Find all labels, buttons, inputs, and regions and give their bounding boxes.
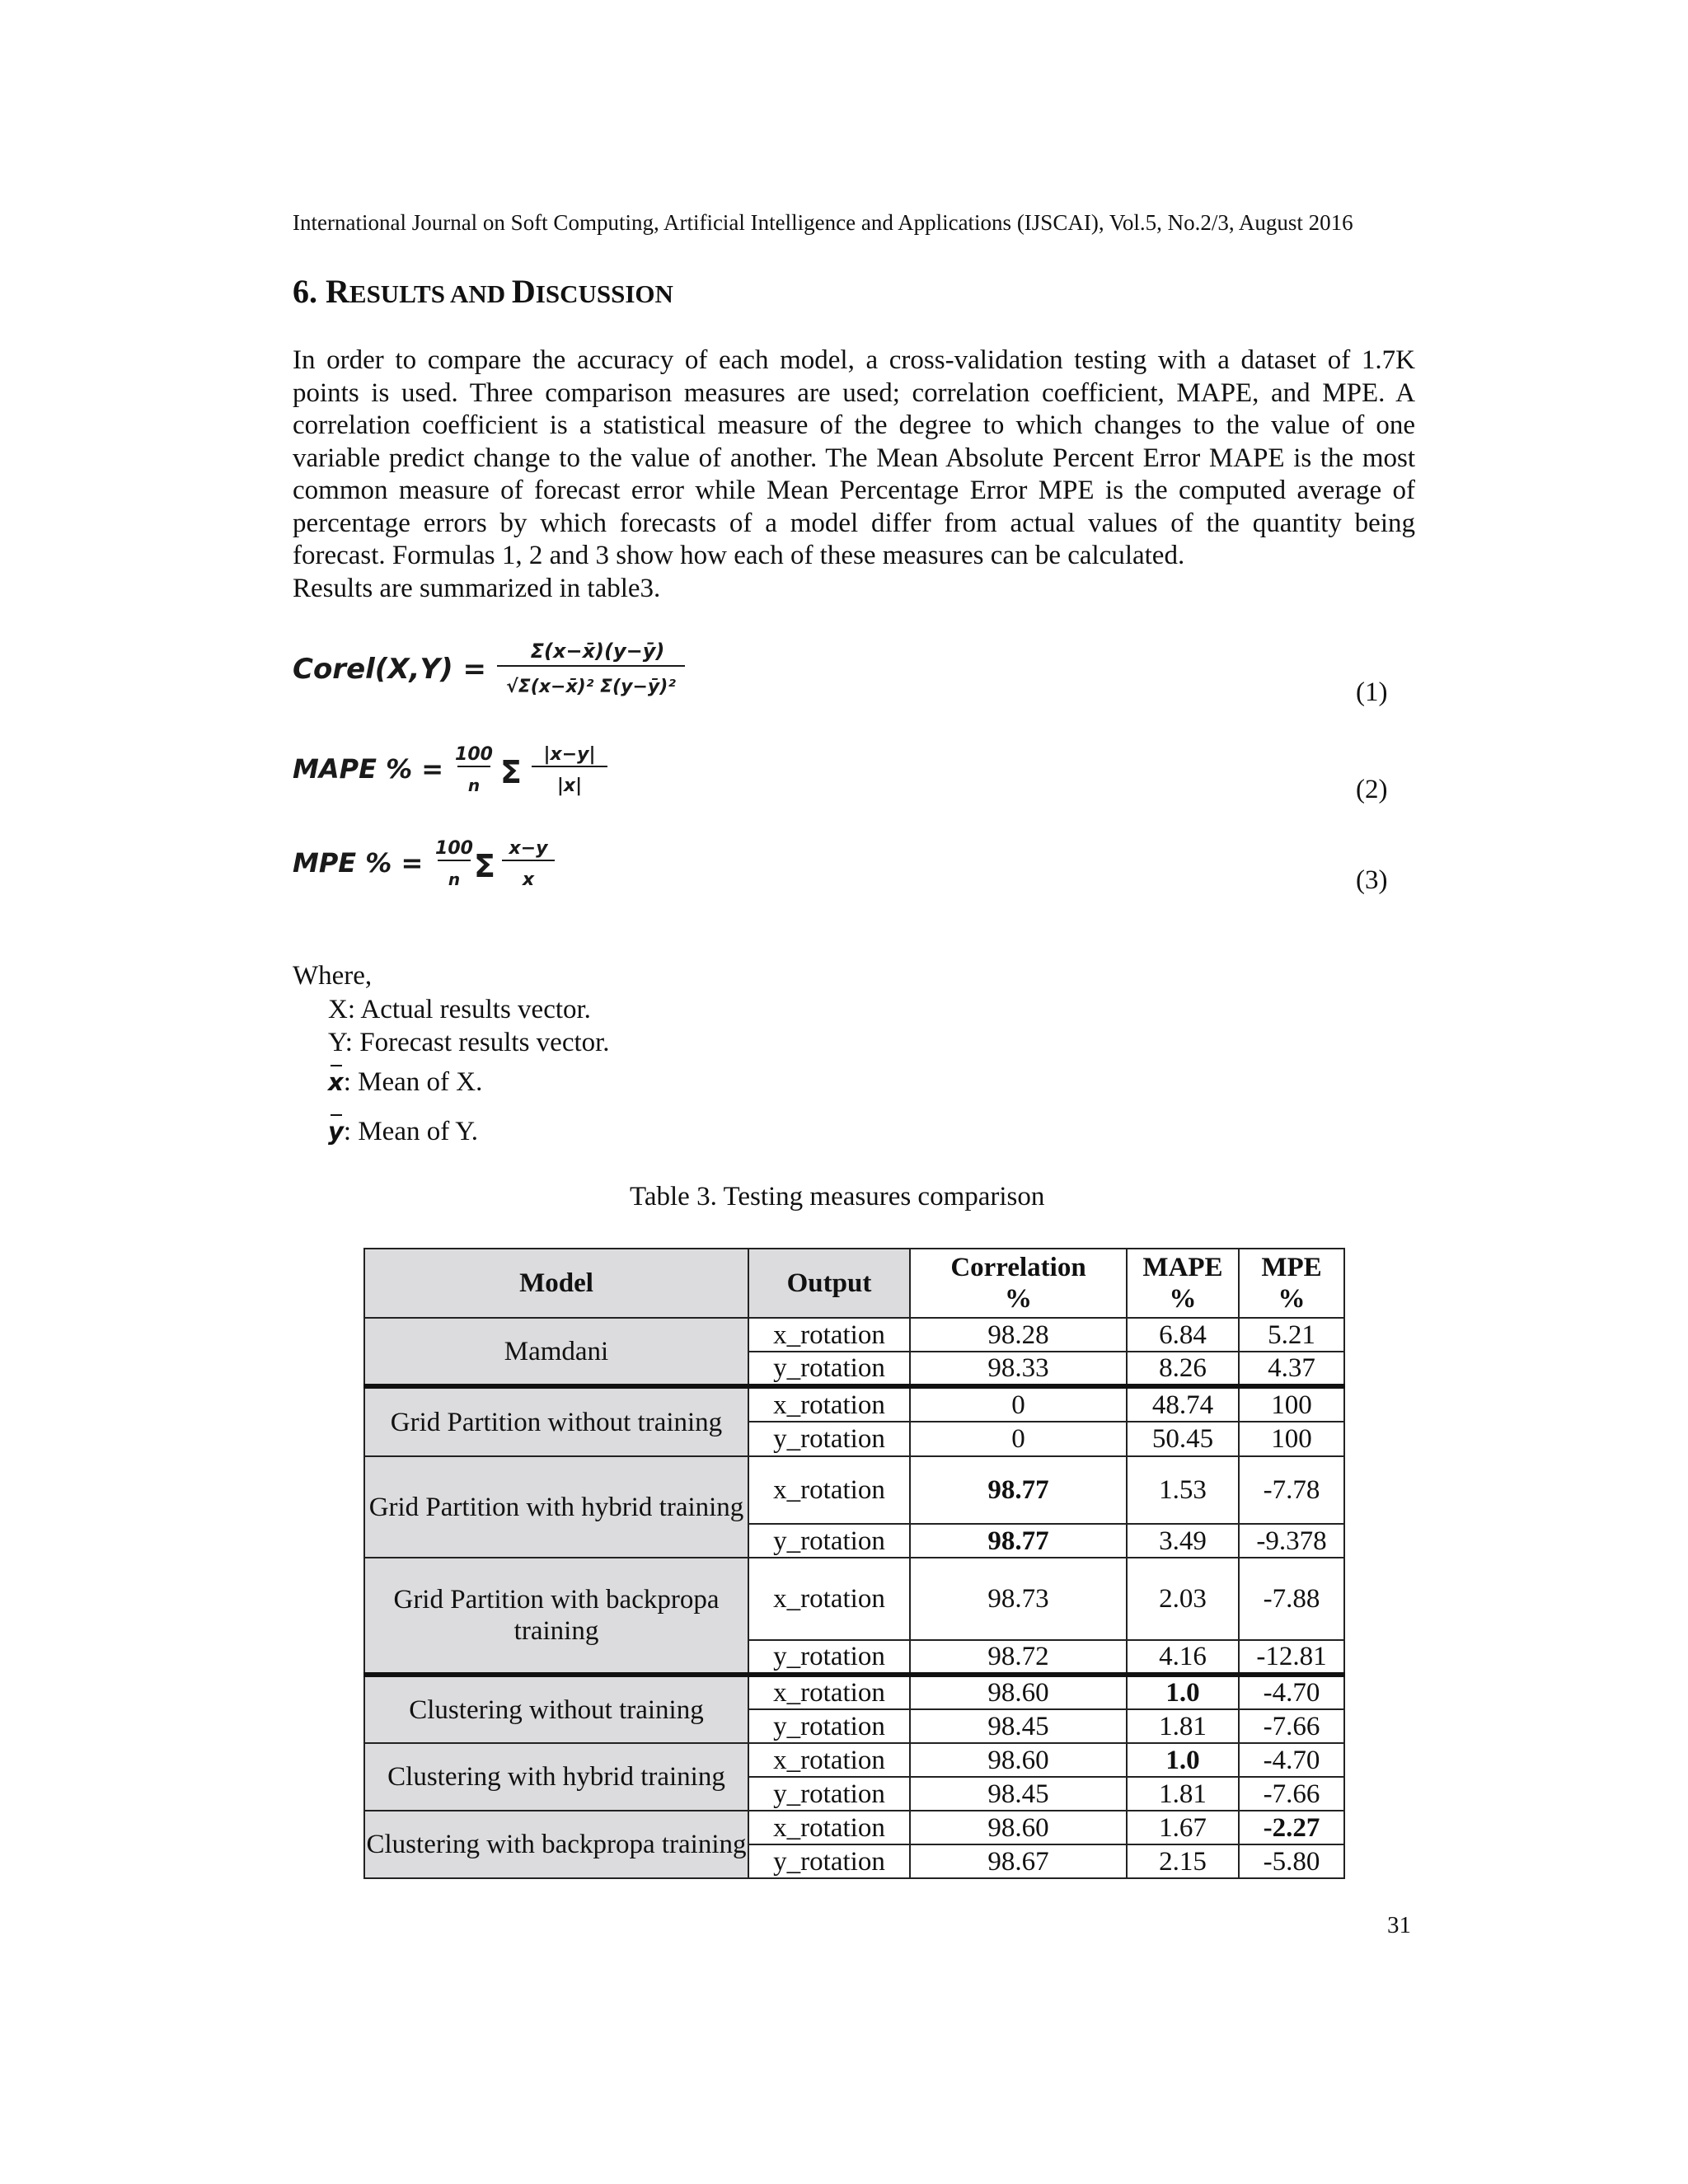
- mape-cell: 2.03: [1127, 1558, 1239, 1640]
- correlation-cell: 98.67: [910, 1844, 1127, 1878]
- table-row: [364, 1318, 1344, 1352]
- output-cell: x_rotation: [748, 1743, 910, 1777]
- model-cell: Clustering with hybrid training: [364, 1743, 748, 1811]
- formula-mape: [293, 740, 622, 799]
- output-cell: y_rotation: [748, 1640, 910, 1675]
- equation-number-2: (2): [1356, 775, 1388, 804]
- section-title-esults: ESULTS AND: [349, 279, 512, 308]
- table-row: [364, 1743, 1344, 1777]
- table-caption: Table 3. Testing measures comparison: [630, 1182, 1045, 1212]
- header-mape-label: MAPE: [1142, 1253, 1223, 1282]
- table-row: [364, 1675, 1344, 1709]
- mpe-cell: -7.88: [1239, 1558, 1344, 1640]
- formula-2-sigma: Σ: [500, 754, 522, 790]
- correlation-cell: 0: [910, 1422, 1127, 1456]
- y-bar-symbol: y: [328, 1116, 344, 1149]
- table-row: [364, 1558, 1344, 1640]
- body-paragraph: [293, 344, 1415, 605]
- model-cell: Clustering without training: [364, 1675, 748, 1743]
- definition-y-text: Y: Forecast results vector.: [328, 1028, 610, 1057]
- correlation-cell: 98.72: [910, 1640, 1127, 1675]
- formula-3-denominator: x: [522, 869, 535, 890]
- header-mpe: [1239, 1249, 1344, 1318]
- formula-2-numerator: |x−y|: [543, 744, 596, 765]
- output-cell: x_rotation: [748, 1558, 910, 1640]
- formula-3-factor-denominator: n: [448, 869, 461, 889]
- definition-x-mean: [328, 1060, 610, 1109]
- section-title-d: D: [511, 273, 536, 310]
- formula-1-numerator: Σ(x−x̄)(y−ȳ): [530, 640, 665, 663]
- model-cell: Clustering with backpropa training: [364, 1811, 748, 1878]
- table-row: [364, 1456, 1344, 1524]
- mape-cell: 1.53: [1127, 1456, 1239, 1524]
- formula-2-lhs: MAPE % =: [293, 753, 444, 785]
- section-number: 6.: [293, 273, 317, 310]
- correlation-cell: 98.45: [910, 1777, 1127, 1811]
- variable-definitions: [328, 994, 610, 1159]
- table-header-row: [364, 1249, 1344, 1318]
- definition-y-mean: [328, 1109, 610, 1159]
- mpe-cell: 5.21: [1239, 1318, 1344, 1352]
- equation-number-3: (3): [1356, 865, 1388, 895]
- correlation-cell: 98.60: [910, 1675, 1127, 1709]
- header-mpe-label: MPE: [1261, 1253, 1322, 1282]
- formula-2-factor-numerator: 100: [455, 744, 493, 765]
- mpe-cell: -12.81: [1239, 1640, 1344, 1675]
- model-cell: Grid Partition with hybrid training: [364, 1456, 748, 1558]
- mpe-cell: -7.66: [1239, 1777, 1344, 1811]
- mape-cell: 4.16: [1127, 1640, 1239, 1675]
- header-model: Model: [364, 1249, 748, 1318]
- x-bar-symbol: x: [328, 1066, 344, 1099]
- running-header: International Journal on Soft Computing, Artificial Intelligence and Applications (IJSCAI), Vol.5, No.2/3, August 2016: [293, 210, 1353, 235]
- paragraph-main: In order to compare the accuracy of each model, a cross-validation testing with a dataset of 1.7K points is used. Three comparison measures are used; correlation coefficient, MAPE, and MPE. A correlation coefficient is a statistical measure of the degree to which changes to the value of one variable predict change to the value of another. The Mean Absolute Percent Error MAPE is the most common measure of forecast error while Mean Percentage Error MPE is the computed average of percentage errors by which forecasts of a model differ from actual values of the quantity being forecast. Formulas 1, 2 and 3 show how each of these measures can be calculated.: [293, 345, 1415, 570]
- output-cell: x_rotation: [748, 1386, 910, 1422]
- model-cell: Grid Partition with backpropa training: [364, 1558, 748, 1675]
- formula-3-lhs: MPE % =: [293, 847, 424, 879]
- mpe-cell: 100: [1239, 1422, 1344, 1456]
- correlation-cell: 98.28: [910, 1318, 1127, 1352]
- formula-correlation: [293, 635, 688, 701]
- correlation-cell: 98.77: [910, 1524, 1127, 1558]
- results-table: [363, 1248, 1345, 1879]
- header-mape: [1127, 1249, 1239, 1318]
- model-cell: Mamdani: [364, 1318, 748, 1386]
- correlation-cell: 0: [910, 1386, 1127, 1422]
- formula-mpe: [293, 834, 573, 893]
- output-cell: x_rotation: [748, 1811, 910, 1844]
- definition-x: [328, 994, 610, 1027]
- output-cell: x_rotation: [748, 1318, 910, 1352]
- mape-cell: 6.84: [1127, 1318, 1239, 1352]
- section-heading: [293, 272, 673, 314]
- mape-cell: 1.81: [1127, 1709, 1239, 1743]
- equation-number-1: (1): [1356, 677, 1388, 707]
- correlation-cell: 98.60: [910, 1811, 1127, 1844]
- output-cell: y_rotation: [748, 1844, 910, 1878]
- model-cell: Grid Partition without training: [364, 1386, 748, 1456]
- mape-cell: 3.49: [1127, 1524, 1239, 1558]
- mape-cell: 8.26: [1127, 1352, 1239, 1386]
- definition-x-mean-text: : Mean of X.: [343, 1067, 483, 1097]
- mpe-cell: -4.70: [1239, 1743, 1344, 1777]
- output-cell: y_rotation: [748, 1777, 910, 1811]
- formula-3-sigma: Σ: [474, 848, 495, 884]
- output-cell: x_rotation: [748, 1675, 910, 1709]
- mpe-cell: -2.27: [1239, 1811, 1344, 1844]
- formula-1-lhs: Corel(X,Y) =: [293, 653, 486, 686]
- mpe-cell: -7.66: [1239, 1709, 1344, 1743]
- section-title-r: R: [326, 273, 349, 310]
- formula-1-denominator: √Σ(x−x̄)² Σ(y−ȳ)²: [506, 677, 676, 697]
- mape-cell: 1.0: [1127, 1743, 1239, 1777]
- table-row: [364, 1386, 1344, 1422]
- mpe-cell: -9.378: [1239, 1524, 1344, 1558]
- mape-cell: 48.74: [1127, 1386, 1239, 1422]
- header-output: Output: [748, 1249, 910, 1318]
- mape-cell: 1.81: [1127, 1777, 1239, 1811]
- where-intro: Where,: [293, 961, 373, 991]
- correlation-cell: 98.77: [910, 1456, 1127, 1524]
- header-mpe-unit: %: [1278, 1284, 1306, 1314]
- page-number: 31: [1387, 1912, 1411, 1938]
- header-correlation-label: Correlation: [950, 1253, 1086, 1282]
- mpe-cell: -4.70: [1239, 1675, 1344, 1709]
- correlation-cell: 98.45: [910, 1709, 1127, 1743]
- output-cell: x_rotation: [748, 1456, 910, 1524]
- output-cell: y_rotation: [748, 1524, 910, 1558]
- correlation-cell: 98.33: [910, 1352, 1127, 1386]
- formula-3-numerator: x−y: [509, 838, 548, 859]
- paragraph-last: Results are summarized in table3.: [293, 573, 661, 603]
- correlation-cell: 98.73: [910, 1558, 1127, 1640]
- formula-2-factor-denominator: n: [467, 776, 481, 795]
- mape-cell: 1.0: [1127, 1675, 1239, 1709]
- definition-x-text: X: Actual results vector.: [328, 995, 591, 1024]
- mpe-cell: -7.78: [1239, 1456, 1344, 1524]
- table-row: [364, 1811, 1344, 1844]
- mpe-cell: 4.37: [1239, 1352, 1344, 1386]
- section-title-iscussion: ISCUSSION: [535, 279, 673, 308]
- output-cell: y_rotation: [748, 1352, 910, 1386]
- mape-cell: 1.67: [1127, 1811, 1239, 1844]
- mpe-cell: 100: [1239, 1386, 1344, 1422]
- output-cell: y_rotation: [748, 1709, 910, 1743]
- output-cell: y_rotation: [748, 1422, 910, 1456]
- formula-3-factor-numerator: 100: [435, 838, 473, 859]
- header-correlation: [910, 1249, 1127, 1318]
- mape-cell: 2.15: [1127, 1844, 1239, 1878]
- correlation-cell: 98.60: [910, 1743, 1127, 1777]
- formula-2-denominator: |x|: [556, 776, 583, 796]
- definition-y: [328, 1027, 610, 1060]
- header-correlation-unit: %: [1005, 1284, 1032, 1314]
- mpe-cell: -5.80: [1239, 1844, 1344, 1878]
- mape-cell: 50.45: [1127, 1422, 1239, 1456]
- definition-y-mean-text: : Mean of Y.: [343, 1117, 479, 1146]
- header-mape-unit: %: [1169, 1284, 1197, 1314]
